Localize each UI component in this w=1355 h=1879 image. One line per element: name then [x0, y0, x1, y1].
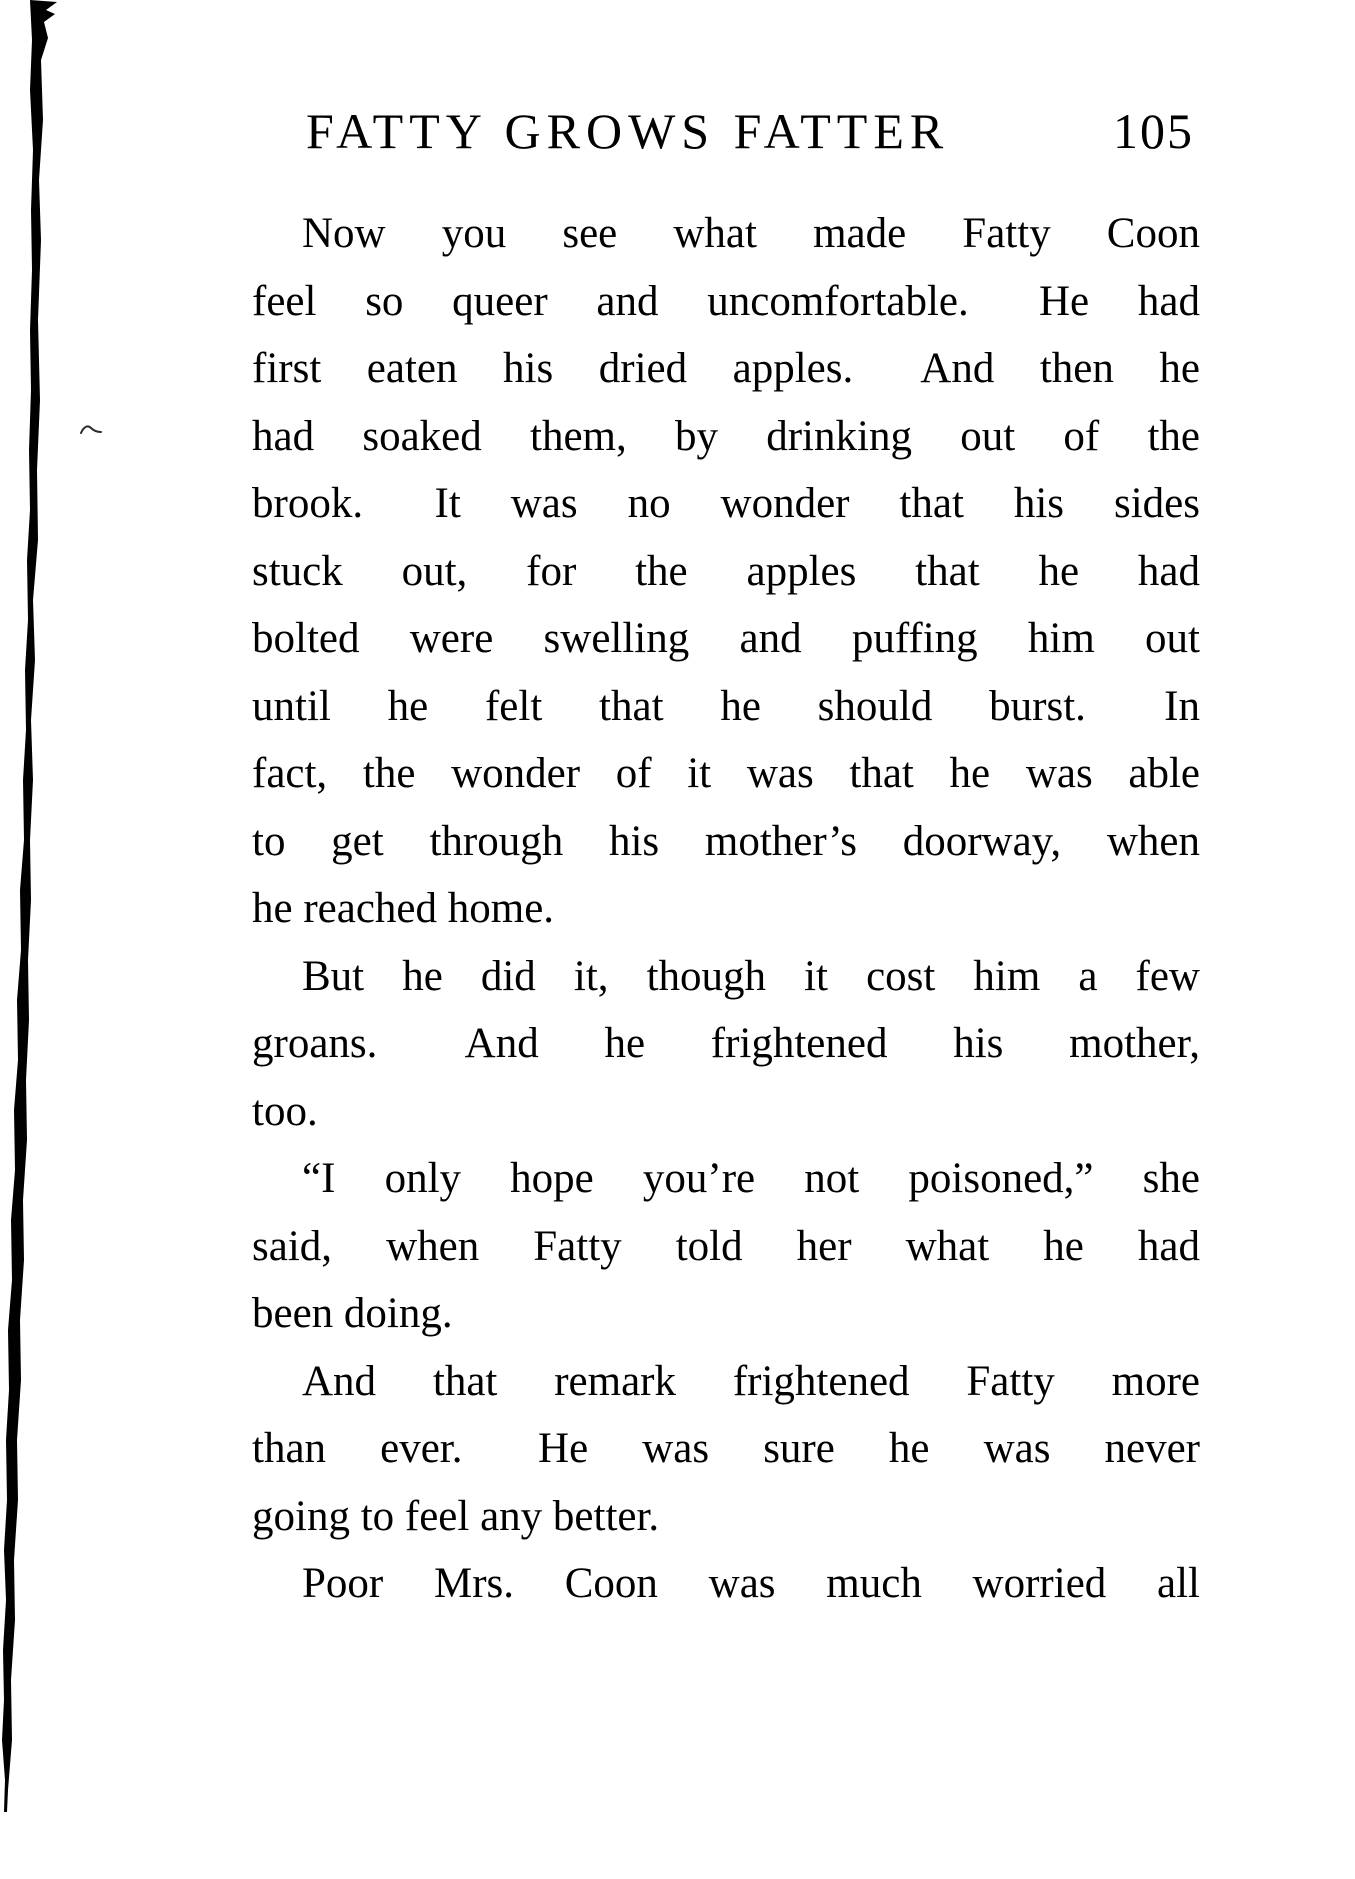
page-number: 105 [1113, 103, 1194, 159]
text-line: until he felt that he should burst. In [252, 682, 1200, 730]
text-line: Poor Mrs. Coon was much worried all [302, 1560, 1200, 1607]
text-line: he reached home. [252, 885, 555, 932]
text-line: Now you see what made Fatty Coon [302, 210, 1200, 257]
text-line: had soaked them, by drinking out of the [252, 412, 1200, 460]
text-line: than ever. He was sure he was never [252, 1425, 1200, 1472]
text-line: fact, the wonder of it was that he was able [252, 750, 1200, 797]
text-line: been doing. [252, 1290, 453, 1337]
text-line: bolted were swelling and puffing him out [252, 615, 1200, 662]
text-line: groans. And he frightened his mother, [252, 1020, 1200, 1067]
text-line: brook. It was no wonder that his sides [252, 480, 1200, 527]
text-line: And that remark frightened Fatty more [302, 1357, 1200, 1405]
text-line: to get through his mother’s doorway, when [252, 817, 1200, 865]
text-line: going to feel any better. [252, 1492, 660, 1540]
text-line: too. [252, 1087, 318, 1135]
text-line: stuck out, for the apples that he had [252, 547, 1200, 595]
text-line: first eaten his dried apples. And then he [252, 345, 1200, 392]
page-text [252, 200, 1200, 1618]
text-line: But he did it, though it cost him a few [302, 952, 1200, 1000]
running-header [252, 101, 1200, 161]
text-line: feel so queer and uncomfortable. He had [252, 277, 1200, 325]
text-line: said, when Fatty told her what he had [252, 1222, 1200, 1270]
stray-mark [80, 423, 102, 437]
binding-edge-artifact [0, 0, 70, 1879]
chapter-title: FATTY GROWS FATTER [306, 103, 950, 159]
text-line: “I only hope you’re not poisoned,” she [302, 1155, 1200, 1202]
